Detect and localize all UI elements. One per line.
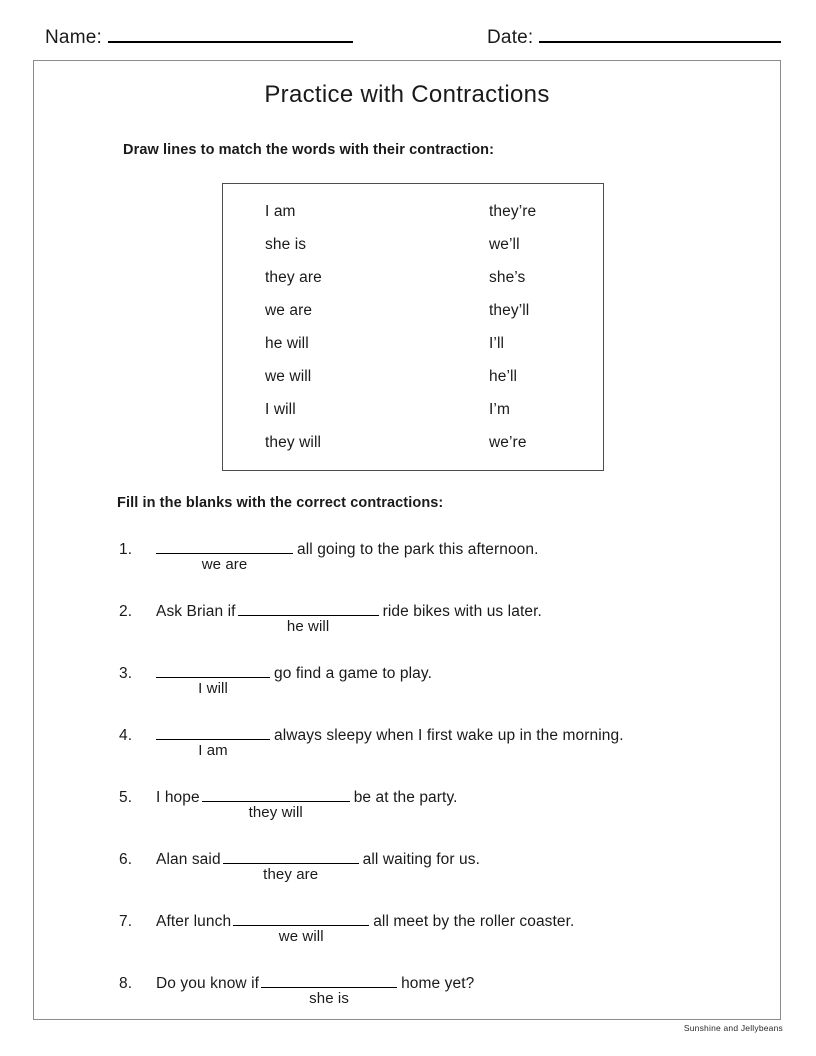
fill-in-question: [34, 911, 780, 973]
name-field-group: [45, 26, 353, 49]
answer-blank-group: [202, 787, 350, 821]
matching-contraction[interactable]: I’ll: [489, 334, 505, 352]
answer-hint-word: he will: [286, 618, 330, 635]
matching-contraction[interactable]: he’ll: [489, 367, 518, 385]
question-number: 8.: [119, 975, 133, 992]
question-text-after: all going to the park this afternoon.: [297, 541, 539, 558]
question-number: 5.: [119, 789, 133, 806]
answer-blank-group: [223, 849, 359, 883]
question-text-after: ride bikes with us later.: [382, 603, 542, 620]
question-text-after: go find a game to play.: [274, 665, 432, 682]
matching-contraction[interactable]: they’ll: [489, 301, 530, 319]
question-number: 2.: [119, 603, 133, 620]
date-label: Date:: [487, 27, 534, 48]
date-write-line[interactable]: [539, 26, 781, 43]
matching-phrase[interactable]: I will: [265, 400, 296, 418]
matching-instruction: Draw lines to match the words with their contraction:: [123, 142, 495, 158]
question-text-before: Ask Brian if: [156, 603, 236, 620]
answer-blank[interactable]: [156, 663, 270, 678]
worksheet-body: [33, 60, 781, 1020]
answer-hint-word: she is: [309, 990, 349, 1007]
answer-blank[interactable]: [238, 601, 379, 616]
page-title: Practice with Contractions: [264, 81, 550, 108]
matching-contraction[interactable]: we’re: [489, 433, 527, 451]
matching-row: [265, 426, 595, 459]
fill-in-questions-list: [34, 539, 780, 1035]
answer-blank[interactable]: [156, 725, 270, 740]
question-number: 7.: [119, 913, 133, 930]
answer-blank-group: [156, 725, 270, 759]
answer-hint-word: we will: [278, 928, 324, 945]
fill-in-question: [34, 725, 780, 787]
question-text-after: be at the party.: [353, 789, 458, 806]
question-text-after: always sleepy when I first wake up in the morning.: [274, 727, 624, 744]
answer-blank[interactable]: [261, 973, 397, 988]
matching-phrase[interactable]: we are: [265, 301, 313, 319]
matching-row: [265, 294, 595, 327]
answer-blank[interactable]: [202, 787, 350, 802]
fill-in-instruction: Fill in the blanks with the correct contractions:: [117, 495, 444, 511]
answer-blank-group: [238, 601, 379, 635]
question-text-before: After lunch: [156, 913, 232, 930]
question-number: 3.: [119, 665, 133, 682]
date-field-group: [487, 26, 781, 49]
answer-hint-word: I will: [198, 680, 228, 697]
answer-blank-group: [156, 663, 270, 697]
answer-hint-word: I am: [198, 742, 228, 759]
question-text-before: Do you know if: [156, 975, 260, 992]
matching-phrase[interactable]: she is: [265, 235, 307, 253]
matching-rows: [265, 195, 595, 459]
fill-in-question: [34, 539, 780, 601]
question-text-before: I hope: [156, 789, 200, 806]
matching-row: [265, 261, 595, 294]
matching-phrase[interactable]: I am: [265, 202, 296, 220]
answer-blank[interactable]: [233, 911, 369, 926]
question-number: 1.: [119, 541, 133, 558]
student-info-header: [0, 26, 816, 58]
matching-contraction[interactable]: they’re: [489, 202, 537, 220]
question-number: 6.: [119, 851, 133, 868]
matching-phrase[interactable]: we will: [265, 367, 312, 385]
matching-contraction[interactable]: she’s: [489, 268, 526, 286]
name-label: Name:: [45, 27, 102, 48]
matching-phrase[interactable]: they are: [265, 268, 322, 286]
fill-in-question: [34, 849, 780, 911]
matching-row: [265, 393, 595, 426]
fill-in-question: [34, 663, 780, 725]
answer-hint-word: we are: [201, 556, 248, 573]
answer-blank-group: [233, 911, 369, 945]
answer-blank[interactable]: [223, 849, 359, 864]
matching-row: [265, 228, 595, 261]
name-write-line[interactable]: [108, 26, 353, 43]
matching-contraction[interactable]: we’ll: [489, 235, 520, 253]
matching-exercise-box: [222, 183, 604, 471]
question-number: 4.: [119, 727, 133, 744]
matching-row: [265, 360, 595, 393]
question-text-after: home yet?: [401, 975, 475, 992]
question-text-before: Alan said: [156, 851, 221, 868]
matching-phrase[interactable]: they will: [265, 433, 322, 451]
fill-in-question: [34, 601, 780, 663]
publisher-credit: Sunshine and Jellybeans: [683, 1023, 783, 1033]
matching-contraction[interactable]: I’m: [489, 400, 510, 418]
matching-phrase[interactable]: he will: [265, 334, 309, 352]
fill-in-question: [34, 973, 780, 1035]
matching-row: [265, 327, 595, 360]
answer-blank-group: [261, 973, 397, 1007]
answer-hint-word: they are: [263, 866, 319, 883]
matching-row: [265, 195, 595, 228]
question-text-after: all waiting for us.: [362, 851, 481, 868]
answer-blank-group: [156, 539, 293, 573]
answer-blank[interactable]: [156, 539, 293, 554]
answer-hint-word: they will: [248, 804, 303, 821]
question-text-after: all meet by the roller coaster.: [373, 913, 575, 930]
fill-in-question: [34, 787, 780, 849]
